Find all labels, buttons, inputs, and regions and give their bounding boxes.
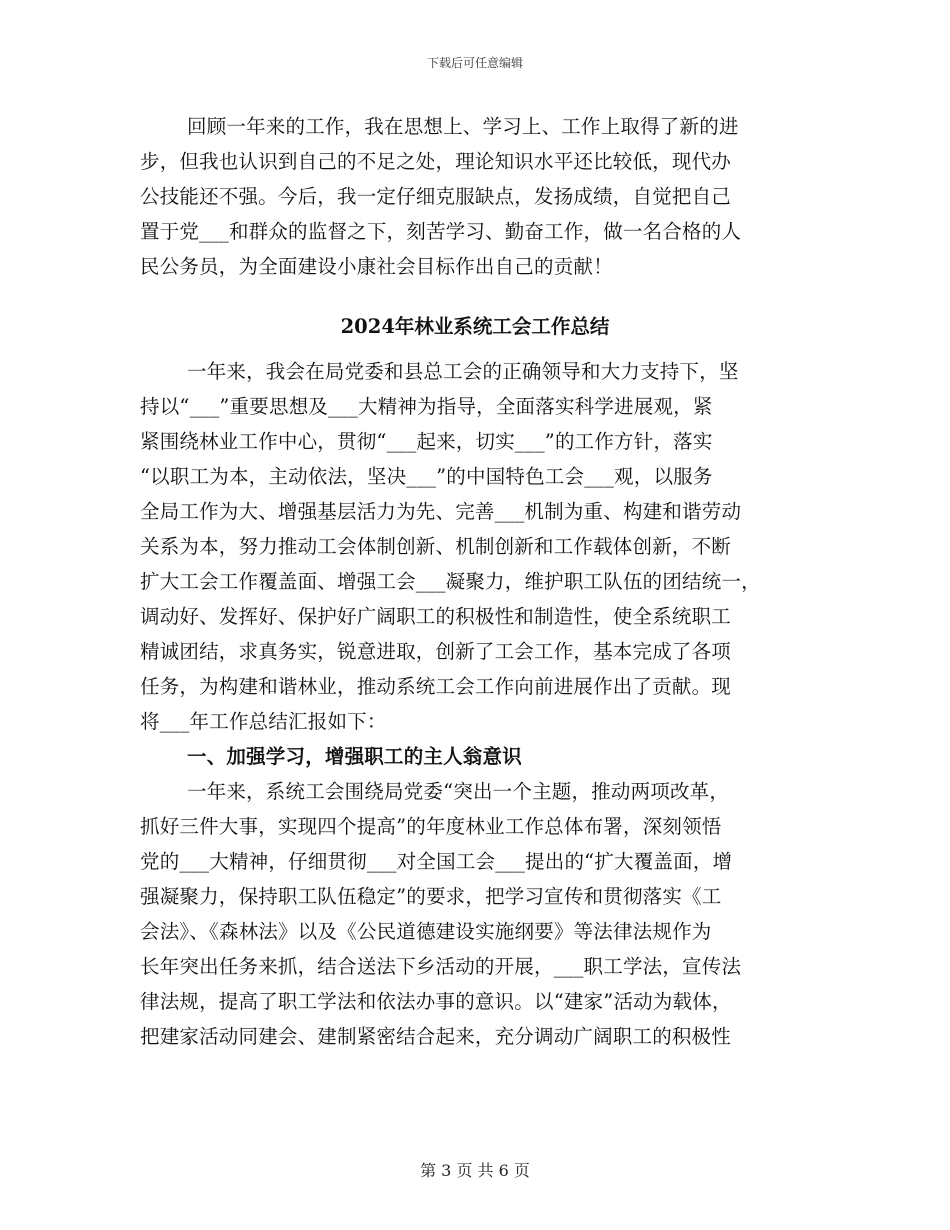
paragraph-line: 一年来，我会在局党委和县总工会的正确领导和大力支持下，坚 (187, 360, 739, 383)
paragraph-line: 律法规，提高了职工学法和依法办事的意识。以“建家”活动为载体， (140, 990, 732, 1013)
paragraph-line: 调动好、发挥好、保护好广阔职工的积极性和制造性，使全系统职工 (140, 605, 732, 628)
paragraph-line: 持以“___”重要思想及___大精神为指导，全面落实科学进展观，紧 (140, 395, 713, 418)
section-heading: 一、加强学习，增强职工的主人翁意识 (187, 745, 522, 768)
paragraph-line: 长年突出任务来抓，结合送法下乡活动的开展，___职工学法，宣传法 (140, 955, 742, 978)
document-title: 2024年林业系统工会工作总结 (340, 315, 610, 338)
page-number: 第 3 页 共 6 页 (420, 1161, 530, 1180)
paragraph-line: 将___年工作总结汇报如下： (140, 710, 387, 733)
paragraph-line: 民公务员，为全面建设小康社会目标作出自己的贡献！ (140, 255, 613, 278)
paragraph-line: 紧围绕林业工作中心，贯彻“___起来，切实___”的工作方针，落实 (140, 430, 713, 453)
paragraph-line: 一年来，系统工会围绕局党委“突出一个主题，推动两项改革， (187, 780, 730, 803)
paragraph-line: 全局工作为大、增强基层活力为先、完善___机制为重、构建和谐劳动 (140, 500, 742, 523)
paragraph-line: 扩大工会工作覆盖面、增强工会___凝聚力，维护职工队伍的团结统一， (140, 570, 761, 593)
header-note: 下载后可任意编辑 (426, 56, 523, 70)
paragraph-line: 抓好三件大事，实现四个提高”的年度林业工作总体布署，深刻领悟 (140, 815, 722, 838)
paragraph-line: 公技能还不强。今后，我一定仔细克服缺点，发扬成绩，自觉把自己 (140, 185, 732, 208)
paragraph-line: 党的___大精神，仔细贯彻___对全国工会___提出的“扩大覆盖面，增 (140, 850, 733, 873)
paragraph-line: 把建家活动同建会、建制紧密结合起来，充分调动广阔职工的积极性 (140, 1025, 732, 1048)
paragraph-line: 关系为本，努力推动工会体制创新、机制创新和工作载体创新，不断 (140, 535, 732, 558)
paragraph-line: 步，但我也认识到自己的不足之处，理论知识水平还比较低，现代办 (140, 150, 732, 173)
paragraph-line: 强凝聚力，保持职工队伍稳定”的要求，把学习宣传和贯彻落实《工 (140, 885, 722, 908)
paragraph-line: 精诚团结，求真务实，锐意进取，创新了工会工作，基本完成了各项 (140, 640, 732, 663)
paragraph-line: 会法》、《森林法》以及《公民道德建设实施纲要》等法律法规作为 (140, 920, 712, 943)
paragraph-line: 任务，为构建和谐林业，推动系统工会工作向前进展作出了贡献。现 (140, 675, 732, 698)
paragraph-line: 回顾一年来的工作，我在思想上、学习上、工作上取得了新的进 (187, 115, 739, 138)
paragraph-line: “以职工为本，主动依法，坚决___”的中国特色工会___观，以服务 (140, 465, 713, 488)
paragraph-line: 置于党___和群众的监督之下，刻苦学习、勤奋工作，做一名合格的人 (140, 220, 742, 243)
